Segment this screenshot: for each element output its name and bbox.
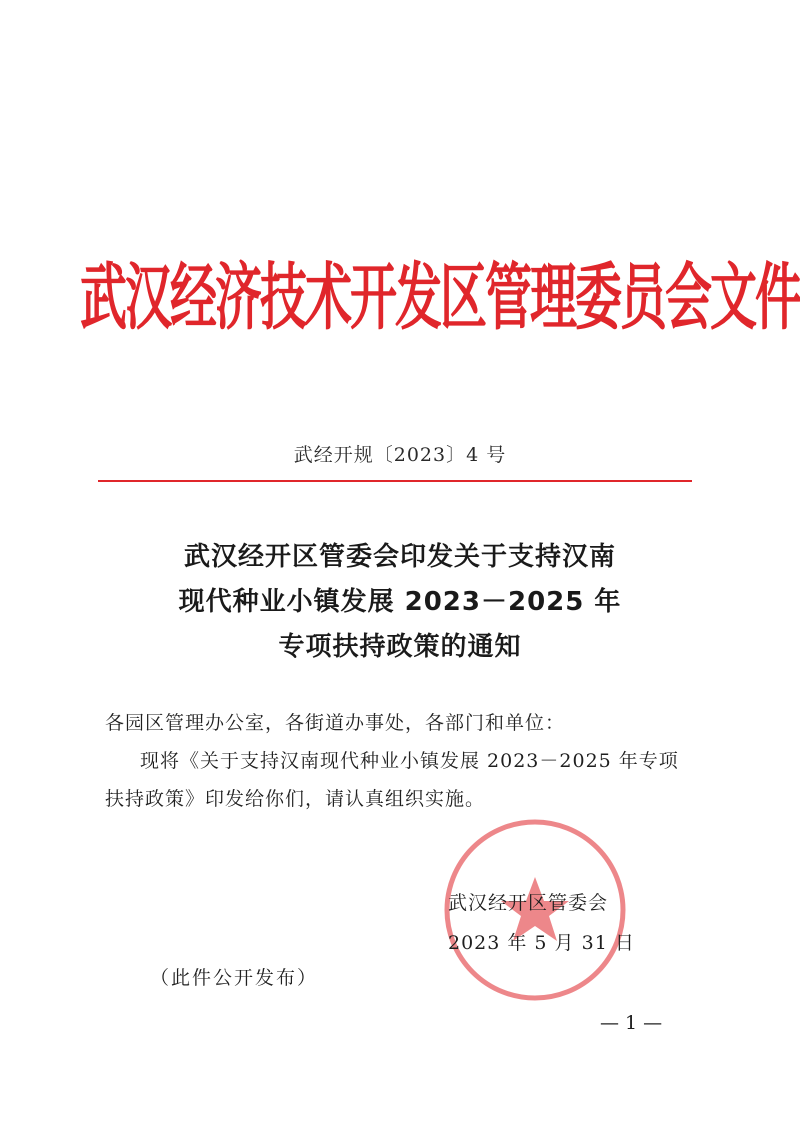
body-paragraph-line-2: 扶持政策》印发给你们，请认真组织实施。 xyxy=(105,788,486,810)
salutation: 各园区管理办公室，各街道办事处，各部门和单位： xyxy=(105,712,566,734)
body-paragraph-line-1: 现将《关于支持汉南现代种业小镇发展 2023－2025 年专项 xyxy=(140,750,679,772)
document-number: 武经开规〔2023〕4 号 xyxy=(293,444,507,466)
notice-title xyxy=(0,535,800,670)
issuer-header-title: 武汉经济技术开发区管理委员会文件 xyxy=(80,255,800,342)
public-release-note: （此件公开发布） xyxy=(150,967,319,989)
signer-name: 武汉经开区管委会 xyxy=(448,892,609,914)
notice-title-line-2: 现代种业小镇发展 2023－2025 年 xyxy=(178,587,622,617)
red-separator-line xyxy=(98,480,692,482)
notice-title-line-3: 专项扶持政策的通知 xyxy=(278,632,522,662)
signing-date: 2023 年 5 月 31 日 xyxy=(448,932,635,954)
notice-title-line-1: 武汉经开区管委会印发关于支持汉南 xyxy=(183,542,616,572)
page-number: — 1 — xyxy=(600,1012,663,1034)
